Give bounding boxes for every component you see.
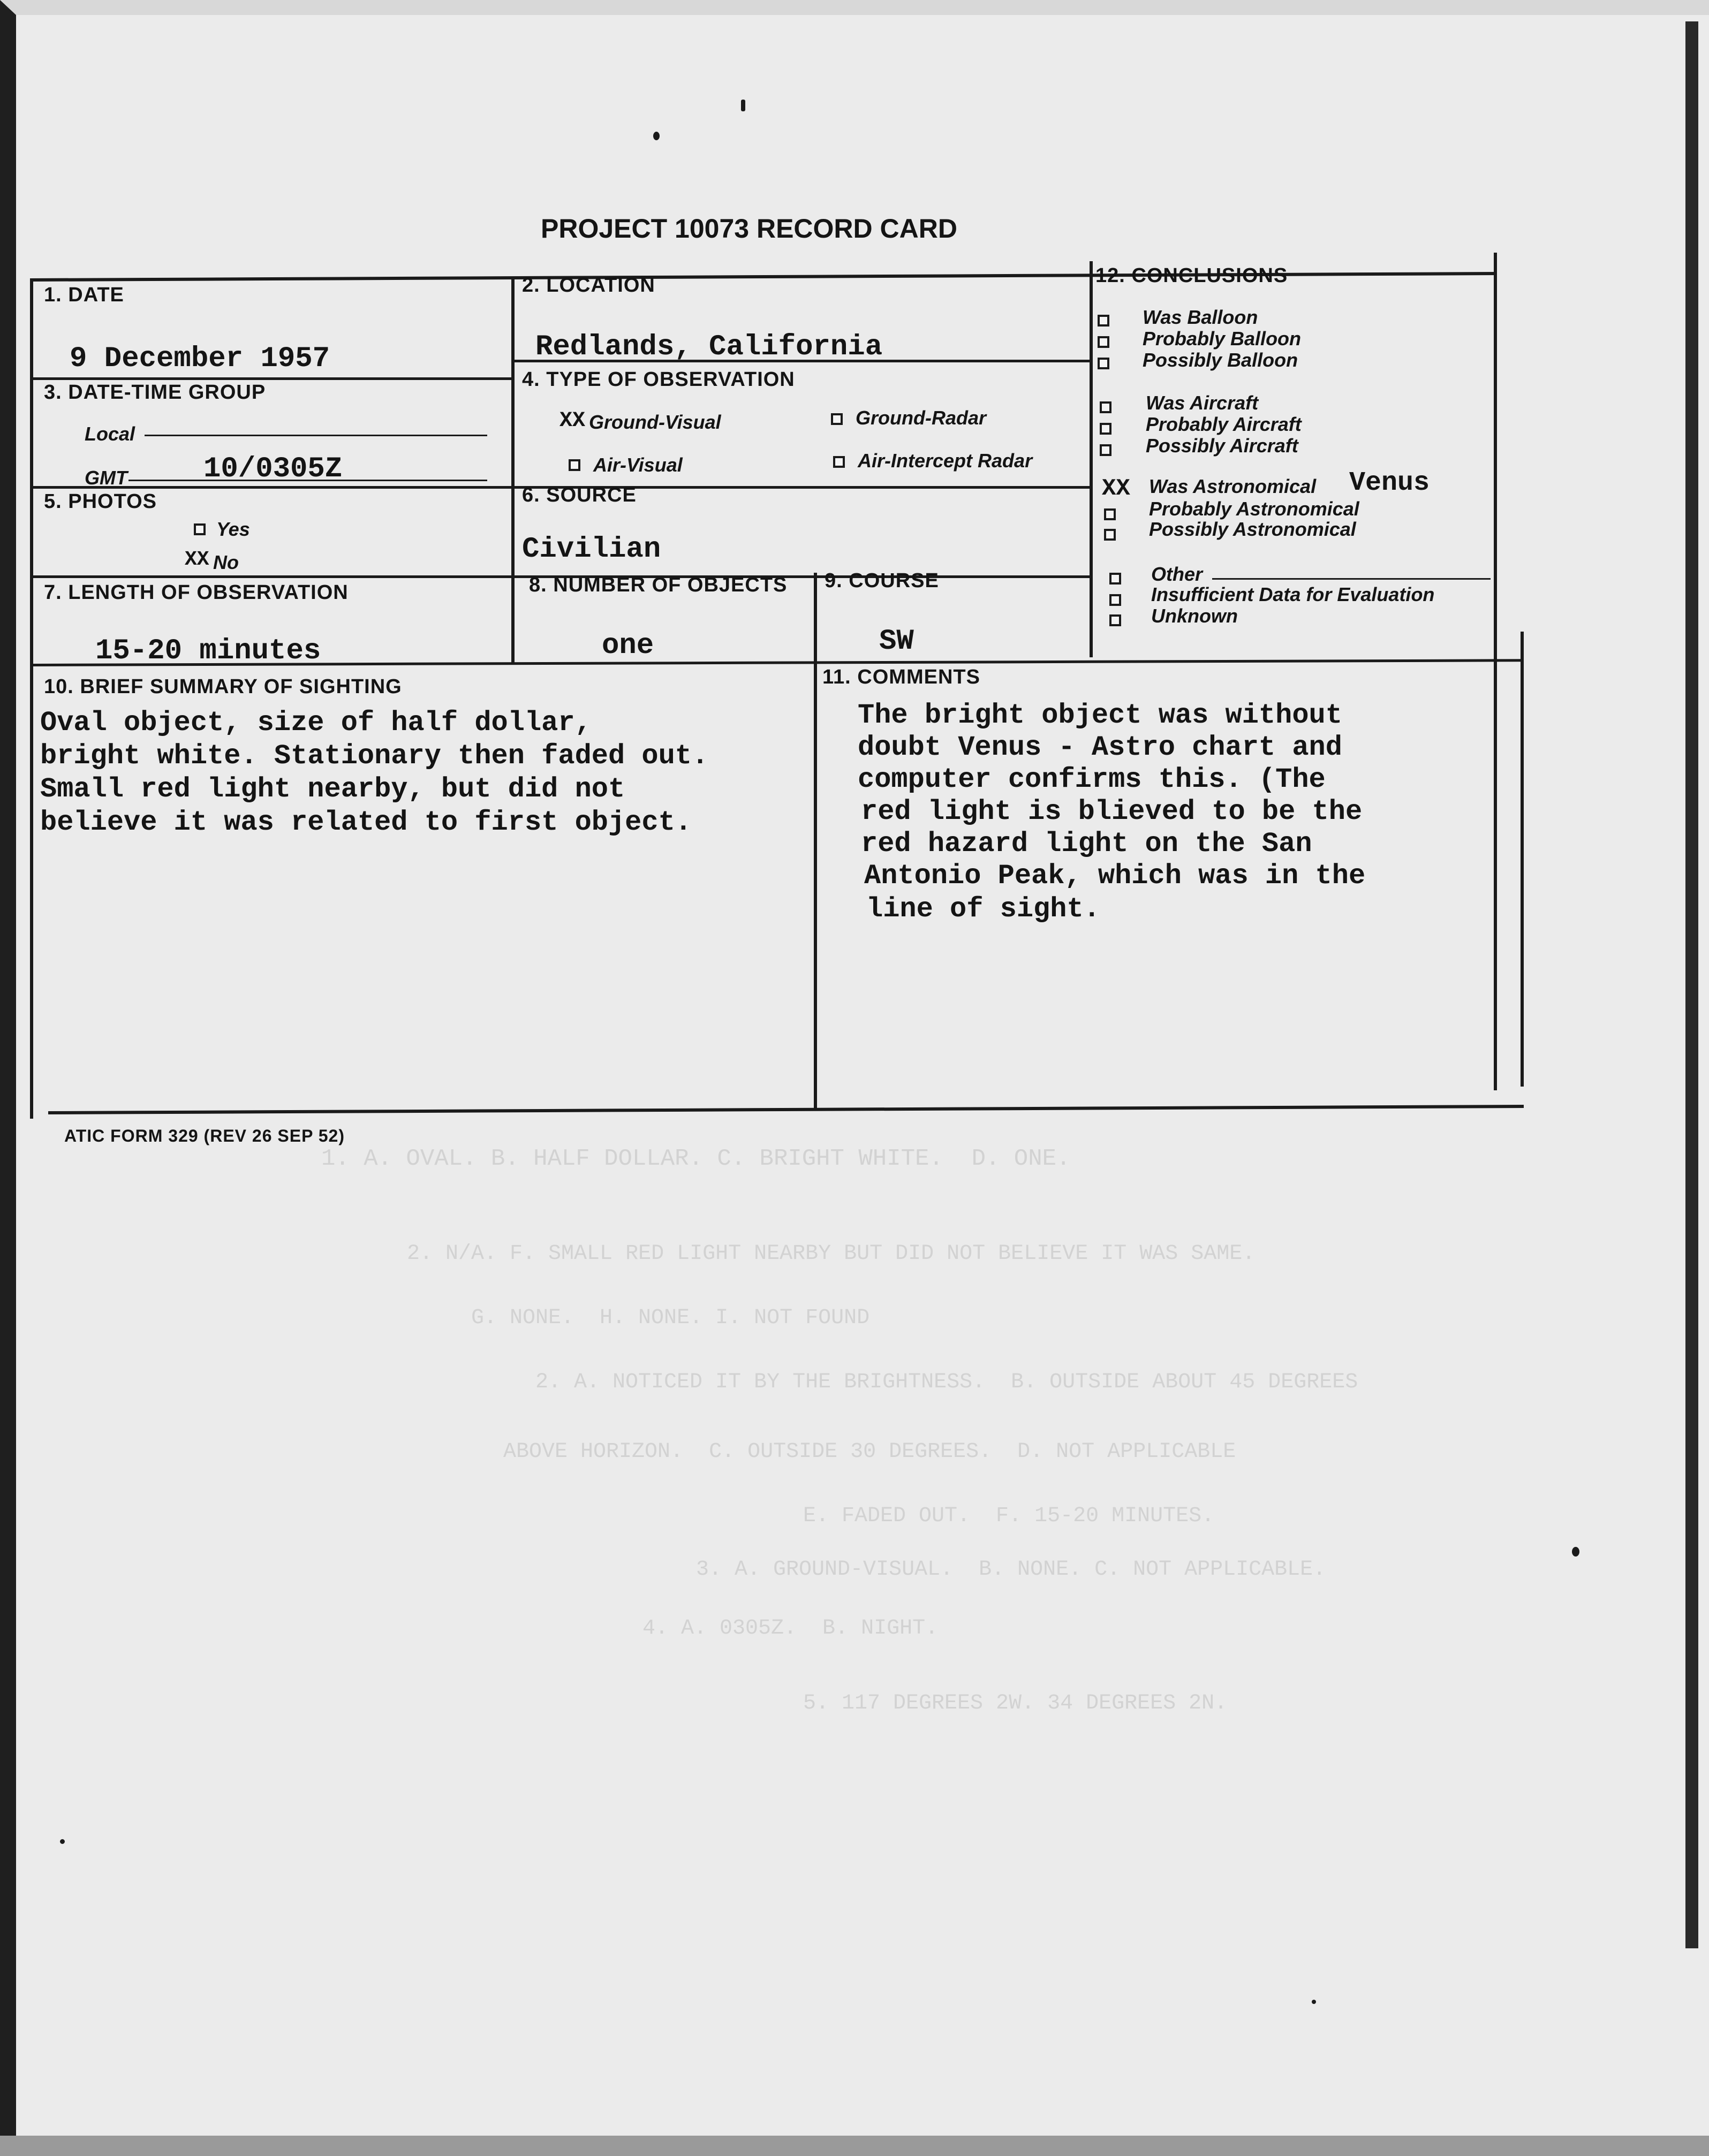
divider [1090,261,1093,657]
conclusion-was-aircraft: Was Aircraft [1146,392,1259,414]
bleed-through-line: 5. 117 DEGREES 2W. 34 DEGREES 2N. [803,1691,1228,1715]
divider [814,573,817,1108]
comments-line: red light is blieved to be the [861,796,1363,828]
card-border-right [1494,253,1497,1090]
photos-label: 5. PHOTOS [44,490,157,513]
unknown-checkbox [1109,614,1121,626]
was-balloon-checkbox [1098,315,1109,327]
was-astronomical-mark: XX [1102,475,1130,502]
date-time-group-label: 3. DATE-TIME GROUP [44,381,266,404]
conclusions-label: 12. CONCLUSIONS [1095,264,1288,287]
comments-label: 11. COMMENTS [822,666,980,688]
divider [33,377,512,380]
bleed-through-line: 4. A. 0305Z. B. NIGHT. [642,1616,939,1641]
date-label: 1. DATE [44,284,124,306]
possibly-astronomical-checkbox [1104,529,1116,541]
length-of-observation-label: 7. LENGTH OF OBSERVATION [44,581,349,604]
card-border-right-lower [1521,632,1524,1087]
probably-balloon-checkbox [1098,336,1109,348]
film-edge-bottom [0,2136,1709,2156]
bleed-through-line: E. FADED OUT. F. 15-20 MINUTES. [803,1504,1215,1528]
course-value: SW [879,625,914,658]
photos-no-label: No [213,551,239,573]
number-of-objects-label: 8. NUMBER OF OBJECTS [529,574,788,596]
local-field-line [145,435,487,436]
course-label: 9. COURSE [825,570,939,592]
conclusion-possibly-aircraft: Possibly Aircraft [1146,435,1298,457]
ground-visual-mark: XX [559,409,586,433]
option-air-visual: Air-Visual [593,454,683,476]
conclusion-probably-aircraft: Probably Aircraft [1146,413,1302,435]
card-border-left [30,278,33,1119]
other-field-line [1212,578,1491,580]
probably-astronomical-checkbox [1104,508,1116,520]
possibly-aircraft-checkbox [1100,444,1111,456]
photos-yes-checkbox [194,523,206,535]
conclusion-probably-balloon: Probably Balloon [1143,328,1302,350]
number-of-objects-value: one [602,629,654,662]
comments-line: line of sight. [866,893,1100,925]
ground-radar-checkbox [831,413,843,425]
gmt-label: GMT [85,467,127,489]
bleed-through-line: ABOVE HORIZON. C. OUTSIDE 30 DEGREES. D. NOT APPLICABLE [503,1440,1236,1464]
bleed-through-line: 2. A. NOTICED IT BY THE BRIGHTNESS. B. OUTSIDE ABOUT 45 DEGREES [535,1370,1358,1394]
source-value: Civilian [522,533,661,566]
comments-line: computer confirms this. (The [858,764,1326,795]
other-checkbox [1109,573,1121,584]
option-air-intercept-radar: Air-Intercept Radar [858,450,1033,472]
conclusion-insufficient-data: Insufficient Data for Evaluation [1151,583,1435,605]
summary-label: 10. BRIEF SUMMARY OF SIGHTING [44,675,402,698]
possibly-balloon-checkbox [1098,358,1109,369]
summary-line: believe it was related to first object. [40,807,692,838]
photos-no-mark: XX [185,548,209,571]
photos-yes-label: Yes [216,518,250,540]
air-intercept-radar-checkbox [833,456,845,468]
summary-line: Oval object, size of half dollar, [40,707,592,739]
comments-line: red hazard light on the San [861,828,1312,860]
option-ground-visual: Ground-Visual [589,411,721,433]
film-speck [653,132,660,140]
divider [511,278,515,664]
location-label: 2. LOCATION [522,274,655,297]
air-visual-checkbox [569,459,580,471]
conclusion-probably-astronomical: Probably Astronomical [1149,498,1359,520]
summary-line: Small red light nearby, but did not [40,773,625,805]
type-of-observation-label: 4. TYPE OF OBSERVATION [522,368,795,391]
comments-line: doubt Venus - Astro chart and [858,732,1342,763]
bleed-through-line: G. NONE. H. NONE. I. NOT FOUND [471,1306,870,1330]
venus-note: Venus [1349,468,1430,498]
form-number: ATIC FORM 329 (REV 26 SEP 52) [64,1126,345,1145]
film-speck [741,100,745,111]
length-of-observation-value: 15-20 minutes [95,635,321,667]
conclusion-possibly-balloon: Possibly Balloon [1143,349,1298,371]
film-edge [1685,21,1698,1948]
source-label: 6. SOURCE [522,484,637,506]
insufficient-data-checkbox [1109,594,1121,606]
was-aircraft-checkbox [1100,401,1111,413]
location-value: Redlands, California [535,331,883,363]
conclusion-was-astronomical: Was Astronomical [1149,475,1317,497]
film-speck [1572,1547,1579,1557]
probably-aircraft-checkbox [1100,423,1111,435]
conclusion-other: Other [1151,563,1203,585]
summary-line: bright white. Stationary then faded out. [40,740,709,772]
comments-line: The bright object was without [858,700,1342,731]
bleed-through-line: 1. A. OVAL. B. HALF DOLLAR. C. BRIGHT WHITE. D. ONE. [321,1145,1071,1172]
conclusion-was-balloon: Was Balloon [1143,306,1258,328]
gmt-value: 10/0305Z [203,453,343,485]
conclusion-possibly-astronomical: Possibly Astronomical [1149,518,1356,540]
film-speck [1312,2000,1316,2004]
card-title: PROJECT 10073 RECORD CARD [541,214,957,244]
local-label: Local [85,423,135,445]
option-ground-radar: Ground-Radar [856,407,987,429]
bleed-through-line: 2. N/A. F. SMALL RED LIGHT NEARBY BUT DID NOT BELIEVE IT WAS SAME. [407,1242,1256,1266]
film-speck [60,1839,65,1844]
comments-line: Antonio Peak, which was in the [864,860,1366,892]
conclusion-unknown: Unknown [1151,605,1238,627]
date-value: 9 December 1957 [70,343,330,375]
bleed-through-line: 3. A. GROUND-VISUAL. B. NONE. C. NOT APPLICABLE. [696,1558,1326,1582]
